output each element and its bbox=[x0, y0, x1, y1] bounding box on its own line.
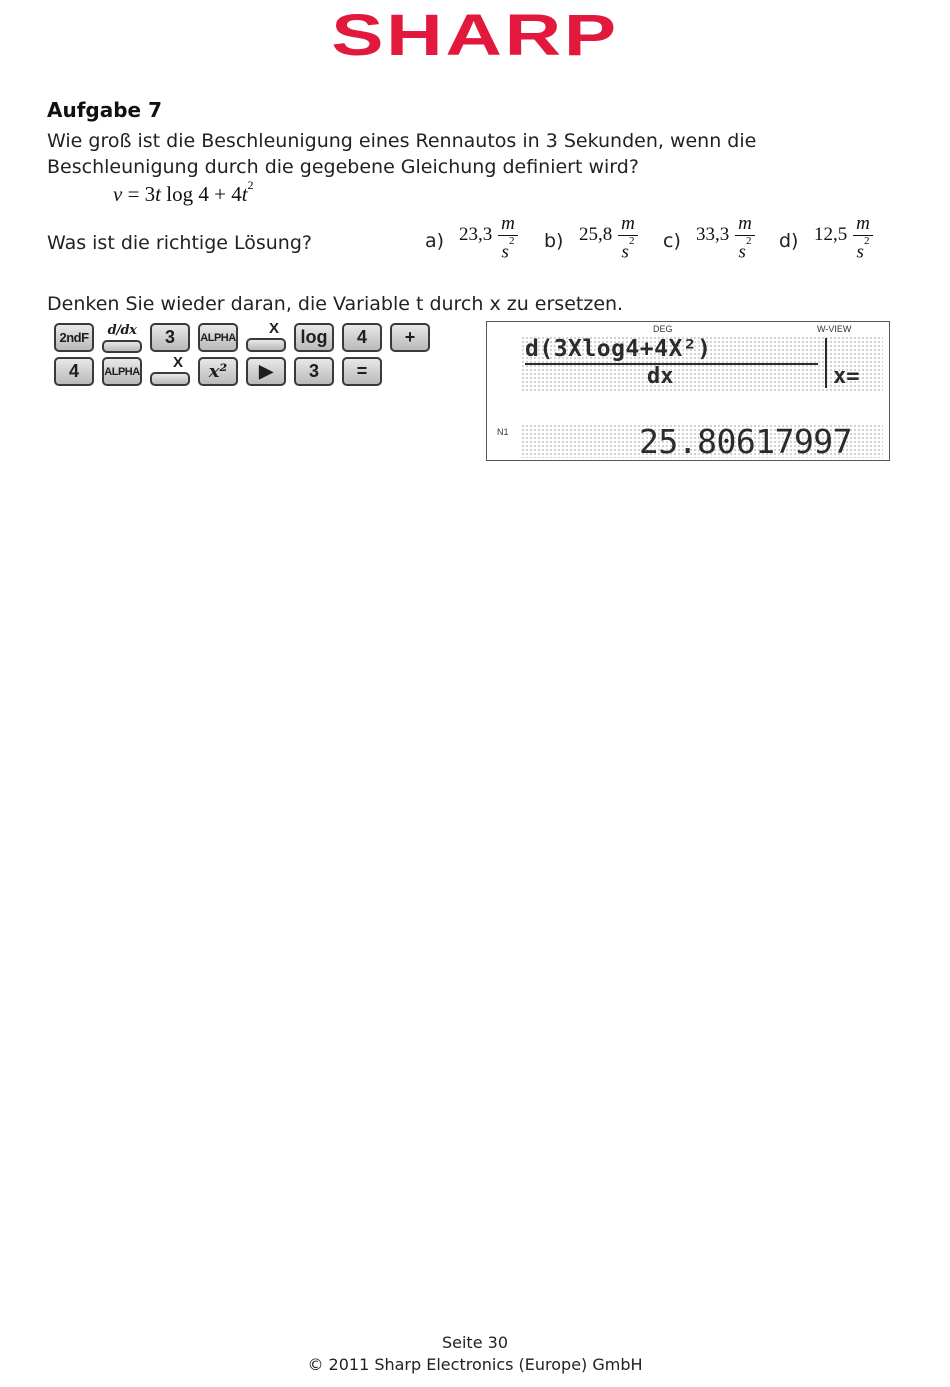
key-equals: = bbox=[342, 357, 382, 386]
formula-mid: log 4 + 4 bbox=[161, 182, 242, 206]
option-d-number: 12,5 bbox=[814, 224, 848, 245]
fraction-bar bbox=[853, 235, 873, 236]
key-x bbox=[246, 338, 286, 352]
task-question: Wie groß ist die Beschleunigung eines Rennautos in 3 Sekunden, wenn die Beschleunigung durch die gegebene Gleichung definiert wird? bbox=[47, 130, 757, 178]
fraction-bar bbox=[618, 235, 638, 236]
option-d-unit bbox=[853, 214, 873, 262]
option-b-value bbox=[579, 214, 649, 264]
lcd-result: 25.80617997 bbox=[639, 422, 853, 461]
formula-t2: t bbox=[241, 182, 248, 206]
key-4: 4 bbox=[342, 323, 382, 352]
key-alpha: ALPHA bbox=[198, 323, 238, 352]
key-log: log bbox=[294, 323, 334, 352]
sharp-logo: SHARP bbox=[331, 3, 619, 68]
option-c-letter: c) bbox=[663, 230, 681, 252]
option-a-number: 23,3 bbox=[459, 224, 493, 245]
lcd-divider bbox=[825, 338, 827, 388]
key-2ndf: 2ndF bbox=[54, 323, 94, 352]
wview-indicator: W-VIEW bbox=[817, 324, 852, 334]
formula-exponent: 2 bbox=[247, 178, 254, 192]
key-right-arrow: ▶ bbox=[246, 357, 286, 386]
key-3: 3 bbox=[294, 357, 334, 386]
option-c-unit-den: $s^2$ bbox=[738, 235, 752, 263]
key-ddx-label: d/dx bbox=[107, 323, 137, 338]
option-b-unit-den: $s^2$ bbox=[621, 235, 635, 263]
formula-lhs: v bbox=[113, 182, 123, 206]
formula-t1: t bbox=[155, 182, 162, 206]
key-x-label: X bbox=[172, 354, 183, 371]
calculator-display bbox=[486, 321, 890, 461]
copyright: © 2011 Sharp Electronics (Europe) GmbH bbox=[307, 1355, 643, 1374]
line-indicator: N1 bbox=[497, 427, 509, 437]
option-b-unit bbox=[618, 214, 638, 262]
task-heading: Aufgabe 7 bbox=[47, 98, 162, 122]
option-c-unit-num: m bbox=[738, 213, 752, 234]
option-d-value bbox=[814, 214, 884, 264]
option-a-letter: a) bbox=[425, 230, 445, 252]
velocity-formula bbox=[113, 178, 254, 207]
option-c-number: 33,3 bbox=[696, 224, 730, 245]
lcd-expression-numerator: d(3Xlog4+4X²) bbox=[525, 336, 712, 362]
key-plus: + bbox=[390, 323, 430, 352]
calculator-key-sequence bbox=[54, 320, 434, 389]
key-alpha: ALPHA bbox=[102, 357, 142, 386]
option-a-unit-num: m bbox=[501, 213, 515, 234]
key-ddx bbox=[102, 340, 142, 353]
solution-prompt: Was ist die richtige Lösung? bbox=[47, 232, 312, 254]
key-3: 3 bbox=[150, 323, 190, 352]
fraction-bar bbox=[735, 235, 755, 236]
page-number: Seite 30 bbox=[441, 1333, 508, 1352]
formula-eq: = 3 bbox=[122, 182, 156, 206]
option-d-letter: d) bbox=[779, 230, 799, 252]
option-b-number: 25,8 bbox=[579, 224, 613, 245]
lcd-expression-denominator: dx bbox=[647, 364, 674, 389]
option-b-letter: b) bbox=[544, 230, 564, 252]
option-d-unit-den: $s^2$ bbox=[856, 235, 870, 263]
option-c-unit bbox=[735, 214, 755, 262]
key-x-squared: x² bbox=[198, 357, 238, 386]
option-b-unit-num: m bbox=[621, 213, 635, 234]
key-x bbox=[150, 372, 190, 386]
task-hint: Denken Sie wieder daran, die Variable t durch x zu ersetzen. bbox=[47, 293, 624, 315]
option-a-value bbox=[459, 214, 529, 264]
option-a-unit bbox=[498, 214, 518, 262]
key-x-label: X bbox=[268, 320, 279, 337]
option-a-unit-den: $s^2$ bbox=[501, 235, 515, 263]
option-c-value bbox=[696, 214, 766, 264]
key-4: 4 bbox=[54, 357, 94, 386]
fraction-bar bbox=[498, 235, 518, 236]
option-d-unit-num: m bbox=[856, 213, 870, 234]
deg-indicator: DEG bbox=[653, 324, 673, 334]
lcd-x-input: x= bbox=[833, 364, 860, 389]
